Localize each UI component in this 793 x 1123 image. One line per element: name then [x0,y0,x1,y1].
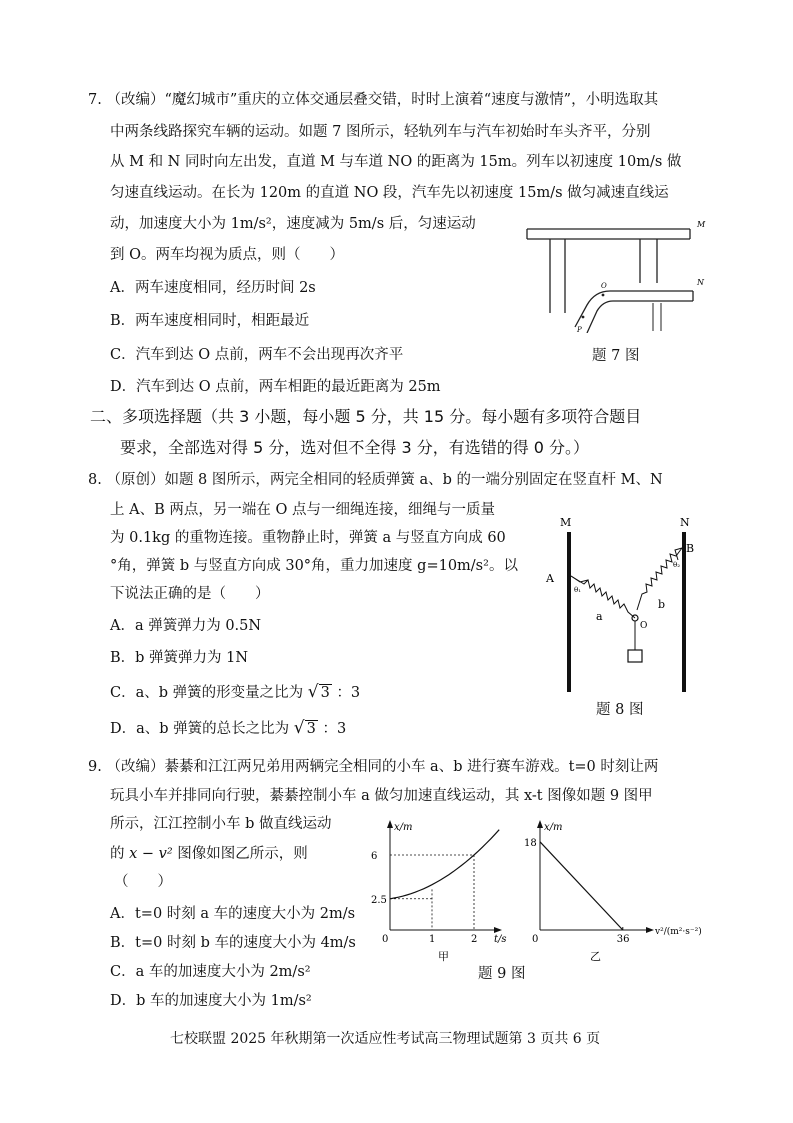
jia-y-tick: 2.5 [371,894,387,906]
q7-option-a: A．两车速度相同，经历时间 2s [110,280,316,296]
jia-curve [390,830,499,899]
q9-line-3: 所示，江江控制小车 b 做直线运动 [110,816,332,832]
q8-label-spring-b: b [658,598,666,611]
q9-line-4-pre: 的 [110,846,125,862]
q8-option-d [110,718,346,739]
q7-line-2: 中两条线路探究车辆的运动。如题 7 图所示，轻轨列车与汽车初始时车头齐平，分别 [110,124,651,140]
q7-line-6: 到 O。两车均视为质点，则（ ） [110,247,344,263]
q9-graph-yi [520,818,720,968]
jia-x-tick: 2 [471,934,478,945]
q8-option-c [110,682,360,703]
jia-y-axis-label: x/m [394,822,413,833]
q7-label-n: N [697,278,704,287]
yi-origin: 0 [532,934,539,945]
sqrt-argument: 3 [306,721,316,737]
jia-x-axis-label: t/s [494,934,507,945]
q9-figure-caption: 题 9 图 [478,966,526,982]
q9-option-c: C．a 车的加速度大小为 2m/s² [110,964,311,980]
jia-origin: 0 [382,934,389,945]
yi-line [540,842,623,930]
q8-label-m: M [560,516,572,529]
q7-line-5: 动，加速度大小为 1m/s²，速度减为 5m/s 后，匀速运动 [110,216,476,232]
q9-line-4-post: 图像如图乙所示，则 [177,846,308,862]
q8-line-3: 为 0.1kg 的重物连接。重物静止时，弹簧 a 与竖直方向成 60 [110,530,506,546]
yi-y-axis-label: x/m [544,822,563,833]
section-2-instructions: 要求，全部选对得 5 分，选对但不全得 3 分，有选错的得 0 分。） [120,438,590,457]
section-2-title: 二、多项选择题（共 3 小题，每小题 5 分，共 15 分。每小题有多项符合题目 [90,407,642,426]
q8-figure-caption: 题 8 图 [596,702,644,718]
yi-caption: 乙 [590,950,601,963]
q8-option-c-text: C．a、b 弹簧的形变量之比为 [110,685,304,701]
q9-option-d: D．b 车的加速度大小为 1m/s² [110,993,312,1009]
sqrt-radical: √ [307,682,319,702]
jia-caption: 甲 [438,950,449,963]
q9-line-1: 9. （改编）綦綦和江江两兄弟用两辆完全相同的小车 a、b 进行赛车游戏。t=0 时刻让两 [88,759,659,775]
q8-label-b-point: B [686,542,695,555]
yi-x-tick: 36 [616,934,630,945]
q8-option-b: B．b 弹簧弹力为 1N [110,650,249,666]
q8-label-theta2: θ₂ [673,561,681,569]
q9-line-4 [110,844,308,864]
jia-x-tick: 1 [429,934,436,945]
q9-line-2: 玩具小车并排同向行驶，綦綦控制小车 a 做匀加速直线运动，其 x-t 图像如题 9 图甲 [110,788,653,804]
q9-line-4-math: x − v² [129,846,173,862]
q9-graph-jia [370,818,520,968]
q8-option-d-ratio: ：3 [322,721,347,737]
q7-line-1: 7. （改编）“魔幻城市”重庆的立体交通层叠交错，时时上演着“速度与激情”，小明选取其 [88,92,659,108]
q7-label-o: O [601,282,607,290]
sqrt-argument: 3 [320,685,330,701]
q9-option-b: B．t=0 时刻 b 车的速度大小为 4m/s [110,935,356,951]
q7-label-p: P [577,326,582,333]
q8-option-c-ratio: ：3 [336,685,361,701]
q7-figure [525,213,715,333]
yi-x-axis-label: v²/(m²·s⁻²) [655,927,702,937]
jia-y-tick: 6 [371,851,378,862]
q8-label-o: O [640,621,648,631]
q7-line-4: 匀速直线运动。在长为 120m 的直道 NO 段，汽车先以初速度 15m/s 做匀减速直线运 [110,185,669,201]
yi-y-tick: 18 [524,837,537,849]
q9-option-a: A．t=0 时刻 a 车的速度大小为 2m/s [110,906,356,922]
q8-line-4: °角，弹簧 b 与竖直方向成 30°角，重力加速度 g=10m/s²。以 [110,558,518,574]
sqrt-radical: √ [293,718,305,738]
q7-label-m: M [697,220,706,229]
q8-option-a: A．a 弹簧弹力为 0.5N [110,618,262,634]
q7-option-d: D．汽车到达 O 点前，两车相距的最近距离为 25m [110,379,441,395]
q7-option-c: C．汽车到达 O 点前，两车不会出现再次齐平 [110,347,404,363]
q8-line-5: 下说法正确的是（ ） [110,586,270,602]
q8-option-d-text: D．a、b 弹簧的总长之比为 [110,721,290,737]
q8-figure [540,510,710,695]
q7-option-b: B．两车速度相同时，相距最近 [110,313,310,329]
q8-line-1: 8. （原创）如题 8 图所示，两完全相同的轻质弹簧 a、b 的一端分别固定在竖直杆 M、N [88,472,663,488]
q8-label-a-point: A [546,572,554,585]
q8-label-n: N [680,516,690,529]
q9-line-5: （ ） [114,874,172,890]
q8-label-spring-a: a [596,610,603,623]
q8-label-theta1: θ₁ [574,586,582,594]
q8-line-2: 上 A、B 两点，另一端在 O 点与一细绳连接，细绳与一质量 [110,502,495,518]
q7-figure-caption: 题 7 图 [592,348,640,364]
page-footer: 七校联盟 2025 年秋期第一次适应性考试高三物理试题第 3 页共 6 页 [170,1031,601,1047]
q7-line-3: 从 M 和 N 同时向左出发，直道 M 与车道 NO 的距离为 15m。列车以初速度 10m/s 做 [110,154,682,170]
